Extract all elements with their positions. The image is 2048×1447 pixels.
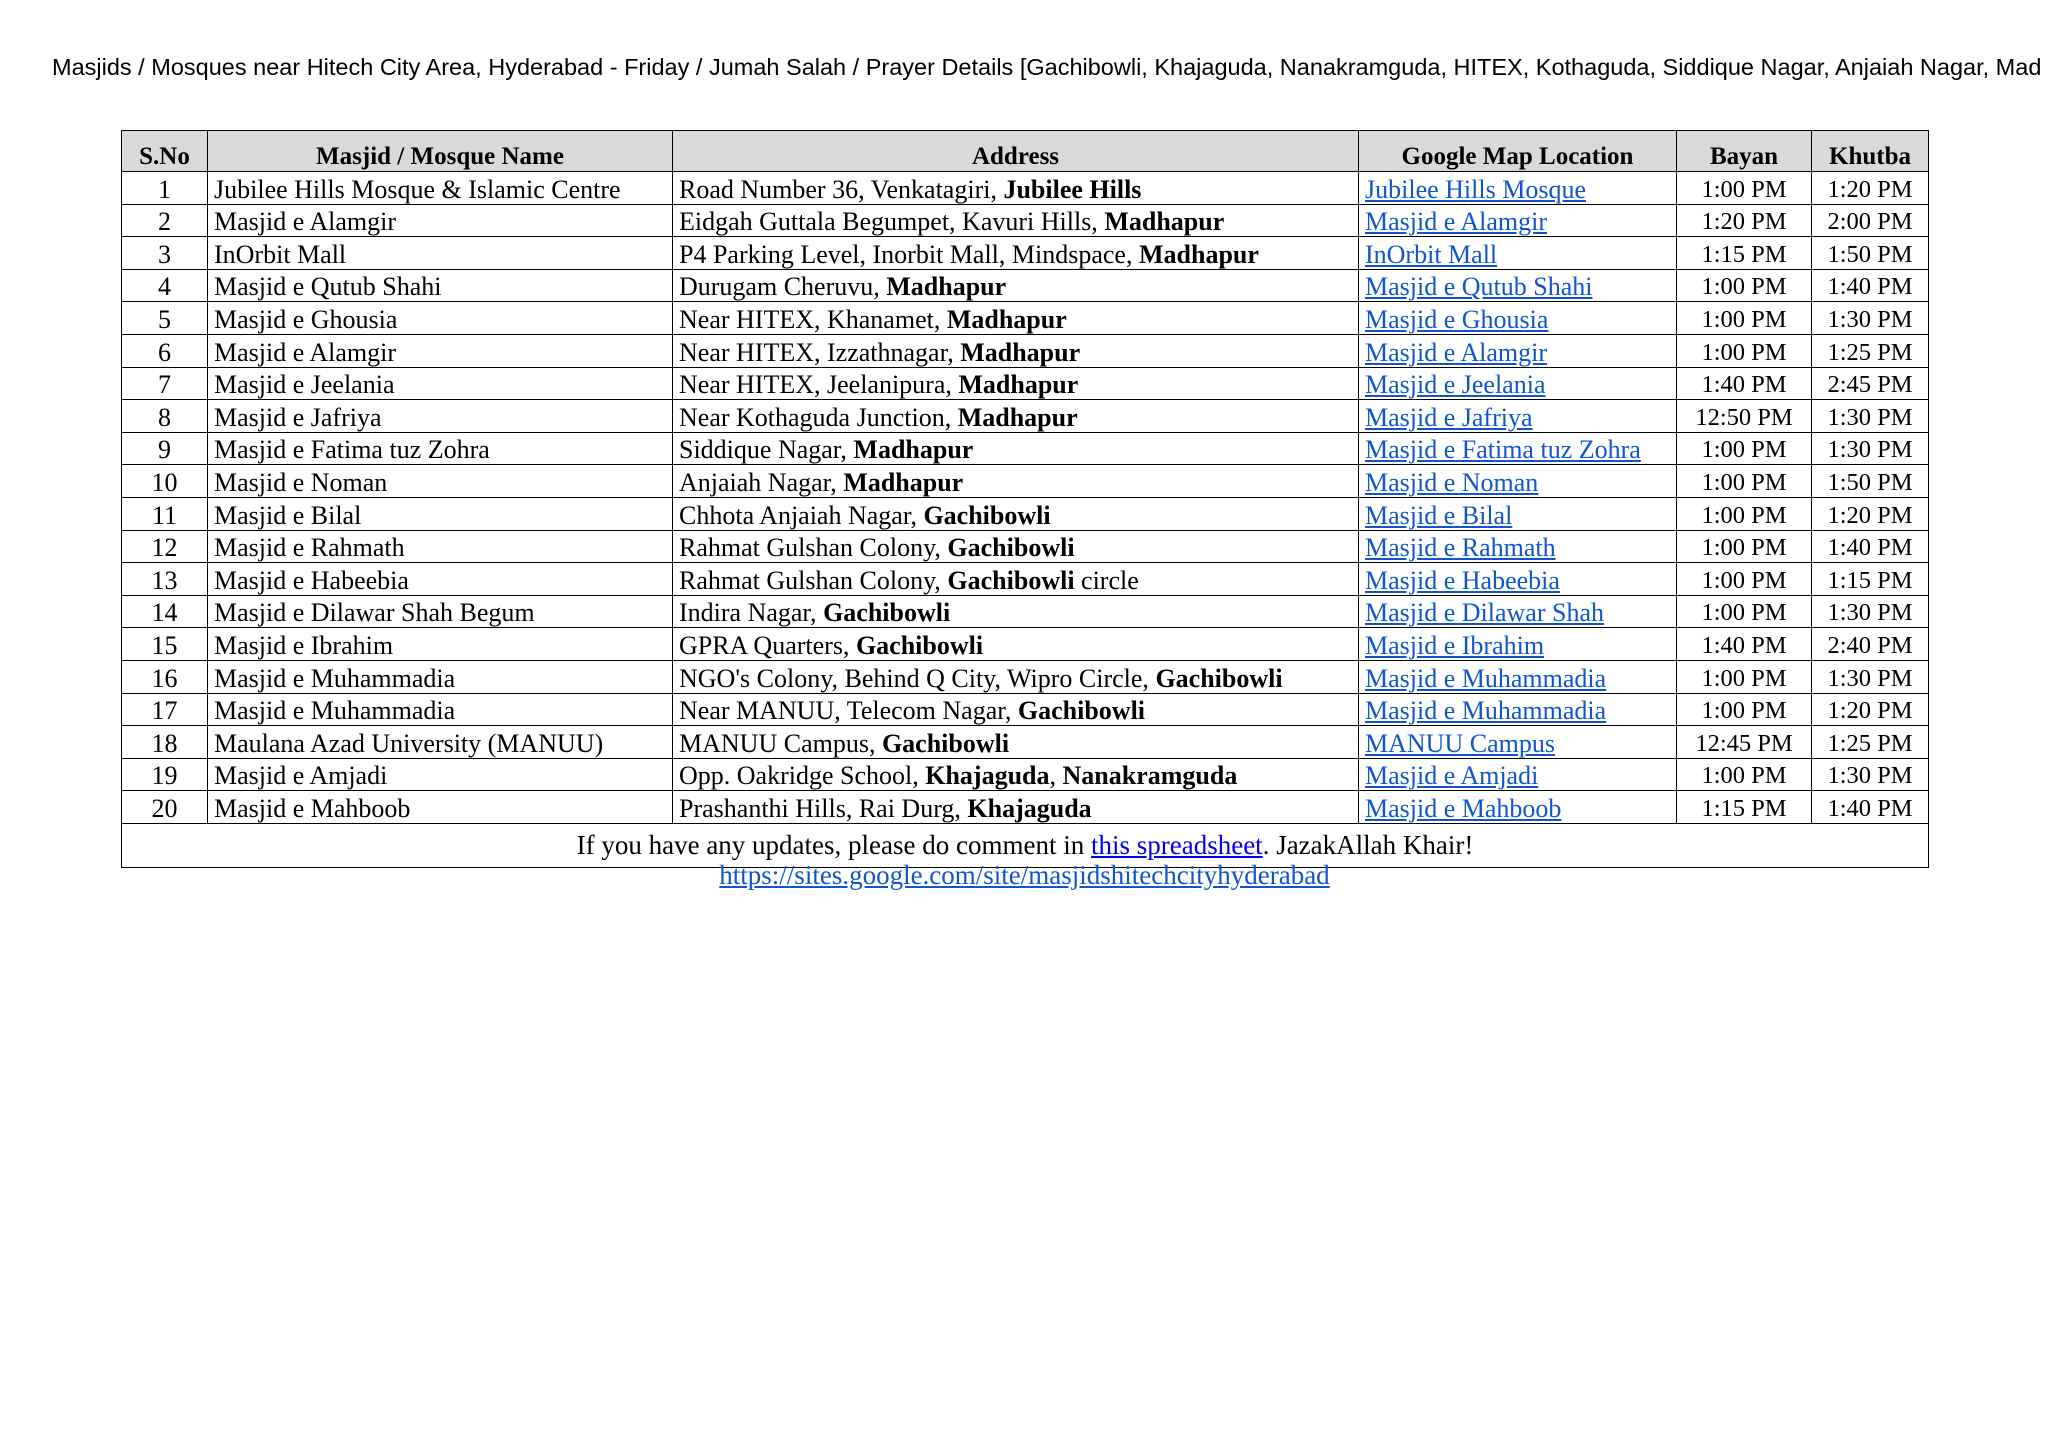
cell-sno: 6 <box>122 334 208 367</box>
cell-masjid-name: Masjid e Noman <box>208 465 673 498</box>
cell-masjid-name: Masjid e Muhammadia <box>208 693 673 726</box>
address-area: Madhapur <box>960 337 1081 367</box>
cell-address <box>673 204 1359 237</box>
table-row <box>122 791 1929 824</box>
address-text: MANUU Campus, <box>679 728 882 758</box>
address-text: Near HITEX, Izzathnagar, <box>679 337 961 367</box>
address-text: Rahmat Gulshan Colony, <box>679 565 948 595</box>
cell-bayan: 12:45 PM <box>1677 726 1812 759</box>
cell-map-location <box>1359 497 1677 530</box>
table-row <box>122 237 1929 270</box>
cell-bayan: 1:40 PM <box>1677 367 1812 400</box>
cell-bayan: 1:00 PM <box>1677 563 1812 596</box>
header-name: Masjid / Mosque Name <box>208 131 673 172</box>
address-text: P4 Parking Level, Inorbit Mall, Mindspace, <box>679 239 1139 269</box>
cell-map-location <box>1359 334 1677 367</box>
address-text: Eidgah Guttala Begumpet, Kavuri Hills, <box>679 207 1105 237</box>
table-row <box>122 432 1929 465</box>
table-row <box>122 400 1929 433</box>
cell-bayan: 1:00 PM <box>1677 693 1812 726</box>
table-row <box>122 172 1929 205</box>
cell-khutba: 1:15 PM <box>1812 563 1929 596</box>
cell-khutba: 1:40 PM <box>1812 791 1929 824</box>
cell-sno: 20 <box>122 791 208 824</box>
address-area: Madhapur <box>886 272 1007 302</box>
table-row <box>122 595 1929 628</box>
site-link[interactable]: https://sites.google.com/site/masjidshitechcityhyderabad <box>719 860 1330 890</box>
map-link[interactable]: Masjid e Fatima tuz Zohra <box>1365 435 1641 465</box>
cell-bayan: 1:00 PM <box>1677 758 1812 791</box>
cell-address <box>673 302 1359 335</box>
cell-bayan: 1:00 PM <box>1677 660 1812 693</box>
map-link[interactable]: Masjid e Muhammadia <box>1365 696 1607 726</box>
cell-bayan: 1:00 PM <box>1677 497 1812 530</box>
table-row <box>122 660 1929 693</box>
cell-map-location <box>1359 660 1677 693</box>
map-link[interactable]: Masjid e Noman <box>1365 467 1539 497</box>
cell-bayan: 1:20 PM <box>1677 204 1812 237</box>
masjid-table <box>121 130 1929 868</box>
address-area: Madhapur <box>958 370 1079 400</box>
map-link[interactable]: Masjid e Ibrahim <box>1365 630 1545 660</box>
table-row <box>122 367 1929 400</box>
cell-masjid-name: InOrbit Mall <box>208 237 673 270</box>
address-area: Gachibowli <box>881 728 1010 758</box>
map-link[interactable]: Masjid e Jafriya <box>1365 402 1533 432</box>
address-area: Madhapur <box>957 402 1078 432</box>
cell-address <box>673 172 1359 205</box>
map-link[interactable]: Masjid e Rahmath <box>1365 533 1556 563</box>
cell-khutba: 1:20 PM <box>1812 497 1929 530</box>
cell-map-location <box>1359 432 1677 465</box>
cell-khutba: 1:30 PM <box>1812 595 1929 628</box>
cell-khutba: 1:30 PM <box>1812 400 1929 433</box>
cell-map-location <box>1359 204 1677 237</box>
address-text: Near Kothaguda Junction, <box>679 402 958 432</box>
cell-khutba: 1:25 PM <box>1812 726 1929 759</box>
cell-sno: 11 <box>122 497 208 530</box>
header-khutba: Khutba <box>1812 131 1929 172</box>
address-text: NGO's Colony, Behind Q City, Wipro Circle, <box>679 663 1156 693</box>
cell-address <box>673 726 1359 759</box>
cell-masjid-name: Masjid e Rahmath <box>208 530 673 563</box>
cell-khutba: 1:30 PM <box>1812 660 1929 693</box>
cell-sno: 17 <box>122 693 208 726</box>
table-row <box>122 302 1929 335</box>
cell-khutba: 1:20 PM <box>1812 693 1929 726</box>
table-row <box>122 726 1929 759</box>
cell-bayan: 1:00 PM <box>1677 302 1812 335</box>
cell-bayan: 1:00 PM <box>1677 465 1812 498</box>
cell-sno: 2 <box>122 204 208 237</box>
table-body <box>122 172 1929 824</box>
cell-khutba: 1:50 PM <box>1812 465 1929 498</box>
address-text: Indira Nagar, <box>679 598 824 628</box>
cell-bayan: 1:00 PM <box>1677 172 1812 205</box>
cell-map-location <box>1359 172 1677 205</box>
cell-sno: 1 <box>122 172 208 205</box>
address-text: Near MANUU, Telecom Nagar, <box>679 696 1018 726</box>
map-link[interactable]: Masjid e Mahboob <box>1365 793 1562 823</box>
cell-khutba: 1:40 PM <box>1812 530 1929 563</box>
cell-sno: 13 <box>122 563 208 596</box>
footer-note-pre: If you have any updates, please do comment in <box>576 830 1091 861</box>
cell-khutba: 1:20 PM <box>1812 172 1929 205</box>
cell-masjid-name: Masjid e Ibrahim <box>208 628 673 661</box>
address-text: Opp. Oakridge School, <box>679 761 926 791</box>
table-row <box>122 269 1929 302</box>
cell-khutba: 1:40 PM <box>1812 269 1929 302</box>
cell-khutba: 1:30 PM <box>1812 302 1929 335</box>
cell-sno: 3 <box>122 237 208 270</box>
cell-bayan: 12:50 PM <box>1677 400 1812 433</box>
map-link[interactable]: Masjid e Muhammadia <box>1365 663 1607 693</box>
address-area: Gachibowli <box>855 630 984 660</box>
address-area: Gachibowli <box>1155 663 1283 693</box>
address-area: Khajaguda <box>967 793 1092 823</box>
cell-map-location <box>1359 791 1677 824</box>
cell-sno: 5 <box>122 302 208 335</box>
address-area-secondary: Nanakramguda <box>1062 761 1238 791</box>
address-area: Khajaguda <box>925 761 1050 791</box>
page-title: Masjids / Mosques near Hitech City Area, Hyderabad - Friday / Jumah Salah / Prayer Details [Gachibowli, Khajaguda, Nanakramguda, HITEX, Kothaguda, Siddique Nagar, Anjaiah Nagar, Mad <box>52 54 2042 80</box>
header-map: Google Map Location <box>1359 131 1677 172</box>
table-row <box>122 563 1929 596</box>
cell-address <box>673 791 1359 824</box>
map-link[interactable]: Masjid e Ghousia <box>1365 304 1549 334</box>
cell-sno: 18 <box>122 726 208 759</box>
table-row <box>122 758 1929 791</box>
header-sno: S.No <box>122 131 208 172</box>
table-row <box>122 530 1929 563</box>
cell-map-location <box>1359 595 1677 628</box>
address-separator: , <box>1049 761 1063 791</box>
cell-masjid-name: Masjid e Bilal <box>208 497 673 530</box>
cell-map-location <box>1359 726 1677 759</box>
cell-map-location <box>1359 465 1677 498</box>
address-area: Gachibowli <box>947 533 1075 563</box>
cell-masjid-name: Jubilee Hills Mosque & Islamic Centre <box>208 172 673 205</box>
map-link[interactable]: Masjid e Alamgir <box>1365 337 1547 367</box>
address-text: Chhota Anjaiah Nagar, <box>679 500 924 530</box>
cell-map-location <box>1359 400 1677 433</box>
map-link[interactable]: Masjid e Habeebia <box>1365 565 1560 595</box>
cell-address <box>673 269 1359 302</box>
cell-sno: 9 <box>122 432 208 465</box>
cell-map-location <box>1359 269 1677 302</box>
cell-masjid-name: Masjid e Jafriya <box>208 400 673 433</box>
address-text: Near HITEX, Khanamet, <box>679 304 947 334</box>
cell-sno: 14 <box>122 595 208 628</box>
cell-masjid-name: Masjid e Alamgir <box>208 334 673 367</box>
cell-map-location <box>1359 302 1677 335</box>
address-area: Madhapur <box>1104 207 1225 237</box>
cell-sno: 19 <box>122 758 208 791</box>
map-link[interactable]: Masjid e Jeelania <box>1365 370 1546 400</box>
table-row <box>122 204 1929 237</box>
map-link[interactable]: Jubilee Hills Mosque <box>1365 174 1586 204</box>
cell-address <box>673 660 1359 693</box>
map-link[interactable]: Masjid e Bilal <box>1365 500 1513 530</box>
cell-address <box>673 465 1359 498</box>
cell-sno: 7 <box>122 367 208 400</box>
cell-address <box>673 563 1359 596</box>
cell-address <box>673 628 1359 661</box>
cell-map-location <box>1359 758 1677 791</box>
cell-masjid-name: Masjid e Dilawar Shah Begum <box>208 595 673 628</box>
cell-map-location <box>1359 693 1677 726</box>
cell-khutba: 1:30 PM <box>1812 432 1929 465</box>
address-area: Jubilee Hills <box>1003 174 1142 204</box>
cell-masjid-name: Masjid e Mahboob <box>208 791 673 824</box>
cell-khutba: 1:25 PM <box>1812 334 1929 367</box>
cell-masjid-name: Masjid e Ghousia <box>208 302 673 335</box>
address-area: Madhapur <box>1138 239 1259 269</box>
cell-masjid-name: Maulana Azad University (MANUU) <box>208 726 673 759</box>
map-link[interactable]: Masjid e Alamgir <box>1365 207 1547 237</box>
header-address: Address <box>673 131 1359 172</box>
site-link-container <box>121 858 1928 892</box>
map-link[interactable]: Masjid e Amjadi <box>1365 761 1539 791</box>
table-row <box>122 628 1929 661</box>
cell-masjid-name: Masjid e Habeebia <box>208 563 673 596</box>
map-link[interactable]: Masjid e Qutub Shahi <box>1365 272 1593 302</box>
cell-masjid-name: Masjid e Jeelania <box>208 367 673 400</box>
cell-khutba: 2:45 PM <box>1812 367 1929 400</box>
cell-address <box>673 367 1359 400</box>
cell-khutba: 2:00 PM <box>1812 204 1929 237</box>
cell-map-location <box>1359 563 1677 596</box>
cell-bayan: 1:00 PM <box>1677 432 1812 465</box>
cell-address <box>673 400 1359 433</box>
cell-sno: 4 <box>122 269 208 302</box>
address-text: GPRA Quarters, <box>679 630 856 660</box>
address-text: Rahmat Gulshan Colony, <box>679 533 948 563</box>
cell-map-location <box>1359 367 1677 400</box>
cell-address <box>673 237 1359 270</box>
map-link[interactable]: MANUU Campus <box>1365 728 1555 758</box>
address-area: Gachibowli <box>1017 696 1146 726</box>
map-link[interactable]: Masjid e Dilawar Shah <box>1365 598 1605 628</box>
cell-address <box>673 595 1359 628</box>
cell-map-location <box>1359 628 1677 661</box>
cell-bayan: 1:00 PM <box>1677 334 1812 367</box>
table-row <box>122 334 1929 367</box>
cell-address <box>673 693 1359 726</box>
footer-note-post: . JazakAllah Khair! <box>1262 830 1474 861</box>
address-area: Gachibowli <box>823 598 951 628</box>
address-area: Madhapur <box>843 467 964 497</box>
address-text: Near HITEX, Jeelanipura, <box>679 370 959 400</box>
cell-khutba: 1:30 PM <box>1812 758 1929 791</box>
cell-masjid-name: Masjid e Amjadi <box>208 758 673 791</box>
cell-sno: 8 <box>122 400 208 433</box>
spreadsheet-link[interactable]: this spreadsheet <box>1090 830 1263 861</box>
address-area: Gachibowli <box>947 565 1075 595</box>
cell-sno: 10 <box>122 465 208 498</box>
cell-address <box>673 530 1359 563</box>
map-link[interactable]: InOrbit Mall <box>1365 239 1498 269</box>
cell-address <box>673 432 1359 465</box>
cell-bayan: 1:00 PM <box>1677 595 1812 628</box>
cell-map-location <box>1359 530 1677 563</box>
table-row <box>122 465 1929 498</box>
cell-address <box>673 334 1359 367</box>
cell-sno: 16 <box>122 660 208 693</box>
table-row <box>122 497 1929 530</box>
cell-bayan: 1:00 PM <box>1677 269 1812 302</box>
cell-khutba: 1:50 PM <box>1812 237 1929 270</box>
cell-bayan: 1:15 PM <box>1677 237 1812 270</box>
address-text: Road Number 36, Venkatagiri, <box>679 174 1004 204</box>
cell-masjid-name: Masjid e Qutub Shahi <box>208 269 673 302</box>
address-text: Siddique Nagar, <box>679 435 854 465</box>
address-text: Anjaiah Nagar, <box>679 467 844 497</box>
cell-address <box>673 497 1359 530</box>
cell-sno: 12 <box>122 530 208 563</box>
cell-masjid-name: Masjid e Fatima tuz Zohra <box>208 432 673 465</box>
header-bayan: Bayan <box>1677 131 1812 172</box>
cell-sno: 15 <box>122 628 208 661</box>
cell-bayan: 1:00 PM <box>1677 530 1812 563</box>
cell-masjid-name: Masjid e Alamgir <box>208 204 673 237</box>
table-row <box>122 693 1929 726</box>
cell-bayan: 1:40 PM <box>1677 628 1812 661</box>
address-area: Gachibowli <box>923 500 1051 530</box>
address-area: Madhapur <box>946 304 1067 334</box>
address-text: Prashanthi Hills, Rai Durg, <box>679 793 968 823</box>
address-suffix: circle <box>1074 565 1139 595</box>
cell-khutba: 2:40 PM <box>1812 628 1929 661</box>
table-header-row <box>122 131 1929 172</box>
address-area: Madhapur <box>853 435 974 465</box>
cell-masjid-name: Masjid e Muhammadia <box>208 660 673 693</box>
cell-map-location <box>1359 237 1677 270</box>
address-text: Durugam Cheruvu, <box>679 272 887 302</box>
cell-address <box>673 758 1359 791</box>
cell-bayan: 1:15 PM <box>1677 791 1812 824</box>
